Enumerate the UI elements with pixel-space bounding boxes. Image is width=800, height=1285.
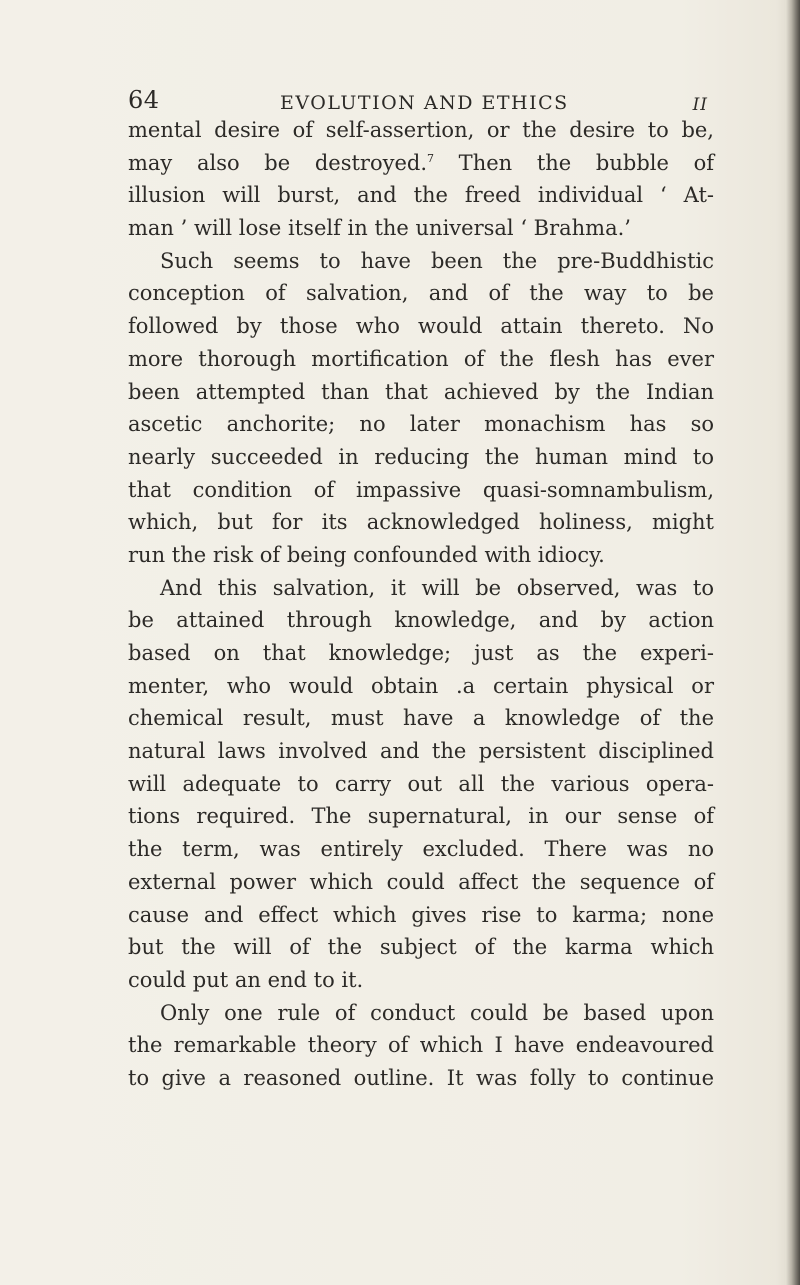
text-line (128, 768, 714, 801)
text-line-content: chemical result, must have a knowledge of the (128, 706, 714, 731)
page-edge-shadow (786, 0, 800, 1285)
text-line-content: illusion will burst, and the freed individual ‘ At- (128, 183, 714, 208)
page-number: 64 (128, 86, 160, 114)
running-title: EVOLUTION AND ETHICS (280, 92, 569, 114)
text-line-content: will adequate to carry out all the various opera- (128, 771, 714, 796)
text-line-content: be attained through knowledge, and by action (128, 608, 714, 633)
text-line (128, 604, 714, 637)
text-line (128, 1029, 714, 1062)
text-line-content: Only one rule of conduct could be based upon (160, 1000, 714, 1025)
body-text (128, 114, 714, 1095)
text-line-content: man ’ will lose itself in the universal ‘ Brahma.’ (128, 216, 631, 241)
text-line (128, 114, 714, 147)
text-line-content: the remarkable theory of which I have endeavoured (128, 1033, 714, 1058)
text-line-content: tions required. The supernatural, in our sense of (128, 804, 714, 829)
text-line (128, 506, 714, 539)
footnote-marker: 7 (427, 151, 435, 165)
text-line (128, 931, 714, 964)
text-line (128, 245, 714, 278)
text-line-content: ascetic anchorite; no later monachism has so (128, 412, 714, 437)
text-line-content: mental desire of self-assertion, or the desire to be, (128, 118, 714, 142)
text-line-content: menter, who would obtain .a certain physical or (128, 673, 714, 698)
text-line (128, 212, 714, 245)
text-line-content: external power which could affect the sequence of (128, 869, 714, 894)
text-line (128, 735, 714, 768)
text-line-content: natural laws involved and the persistent disciplined (128, 739, 714, 764)
text-line (128, 997, 714, 1030)
text-line-content: Such seems to have been the pre-Buddhistic (160, 248, 714, 273)
text-line (128, 637, 714, 670)
text-line (128, 147, 714, 180)
text-line (128, 408, 714, 441)
text-line (128, 474, 714, 507)
text-line-content: conception of salvation, and of the way to be (128, 281, 714, 306)
text-line-content: been attempted than that achieved by the Indian (128, 379, 714, 404)
text-line-content: may also be destroyed. (128, 150, 428, 175)
text-line-content: based on that knowledge; just as the experi- (128, 641, 714, 665)
text-line (128, 670, 714, 703)
chapter-number: II (692, 95, 708, 115)
text-line-content: to give a reasoned outline. It was folly to continue (128, 1065, 714, 1090)
text-line (128, 833, 714, 866)
text-line-content: the term, was entirely excluded. There was no (128, 837, 714, 862)
text-line-content: that condition of impassive quasi-somnambulism, (128, 477, 714, 502)
text-line (128, 441, 714, 474)
text-line (128, 539, 714, 572)
text-line-content: run the risk of being confounded with idiocy. (128, 542, 605, 567)
text-line (128, 1062, 714, 1095)
text-line-content: but the will of the subject of the karma which (128, 935, 714, 960)
text-line-continuation: Then the bubble of (434, 150, 714, 175)
text-line (128, 277, 714, 310)
text-line (128, 964, 714, 997)
text-line (128, 572, 714, 605)
text-line (128, 702, 714, 735)
text-line (128, 310, 714, 343)
text-line-content: could put an end to it. (128, 967, 364, 992)
text-line-content: more thorough mortification of the flesh has ever (128, 346, 714, 371)
text-line (128, 179, 714, 212)
text-line (128, 866, 714, 899)
text-line (128, 343, 714, 376)
text-line-content: which, but for its acknowledged holiness, might (128, 510, 714, 535)
text-line-content: followed by those who would attain thereto. No (128, 314, 714, 339)
text-line (128, 899, 714, 932)
text-line (128, 376, 714, 409)
text-line-content: nearly succeeded in reducing the human mind to (128, 444, 714, 469)
text-line (128, 800, 714, 833)
text-line-content: And this salvation, it will be observed, was to (160, 575, 714, 600)
text-line-content: cause and effect which gives rise to karma; none (128, 902, 714, 927)
